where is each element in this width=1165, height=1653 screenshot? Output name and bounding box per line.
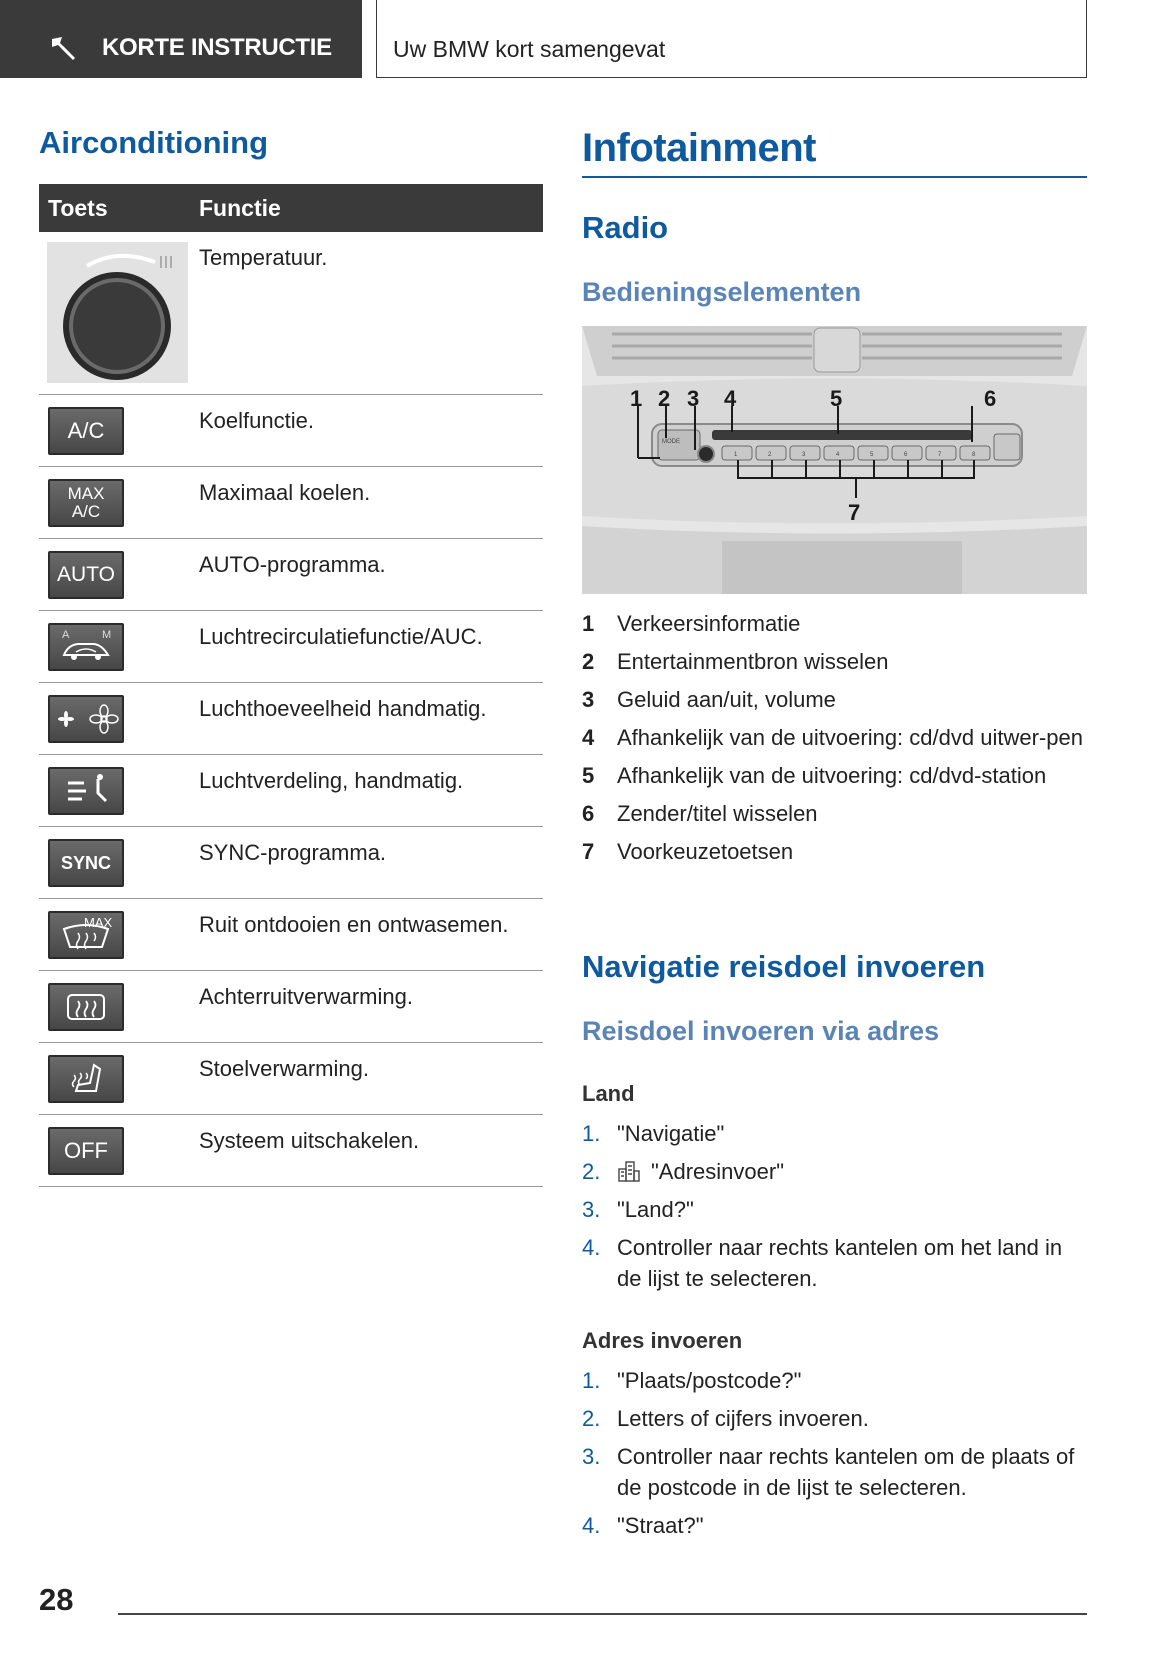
list-item: 1. "Plaats/postcode?"	[582, 1368, 802, 1393]
table-row	[39, 755, 543, 827]
function-text: Luchtverdeling, handmatig.	[199, 768, 464, 793]
list-item: 4. Controller naar rechts kantelen om het land in de lijst te selecteren.	[582, 1235, 1063, 1291]
list-item: 5 Afhankelijk van de uitvoering: cd/dvd-station	[582, 763, 1047, 788]
svg-text:3: 3	[802, 452, 806, 458]
function-text: Temperatuur.	[199, 245, 328, 270]
list-item: 7 Voorkeuzetoetsen	[582, 839, 794, 864]
heading-divider	[582, 176, 1087, 178]
chapter-header	[376, 0, 1087, 78]
windshield-defrost-icon	[50, 913, 122, 957]
table-row	[39, 539, 543, 611]
list-item: 3. Controller naar rechts kantelen om de plaats of de postcode in de lijst te selecteren.	[582, 1444, 1075, 1500]
sync-button[interactable]: SYNC	[48, 839, 124, 887]
svg-text:7: 7	[938, 452, 942, 458]
function-text: Koelfunctie.	[199, 408, 314, 433]
address-building-icon	[617, 1159, 641, 1183]
table-row	[39, 395, 543, 467]
table-row	[39, 467, 543, 539]
svg-text:6: 6	[984, 386, 997, 411]
function-text: Luchtrecirculatiefunctie/AUC.	[199, 624, 483, 649]
country-heading: Land	[582, 1081, 635, 1106]
table-row	[39, 1115, 543, 1187]
aircon-heading: Airconditioning	[39, 125, 269, 160]
function-text: SYNC-programma.	[199, 840, 387, 865]
svg-text:6: 6	[904, 452, 908, 458]
auto-button[interactable]: AUTO	[48, 551, 124, 599]
svg-text:7: 7	[848, 500, 861, 525]
svg-text:3: 3	[687, 386, 700, 411]
navigation-heading: Navigatie reisdoel invoeren	[582, 949, 986, 984]
aircon-table	[39, 184, 543, 1187]
address-entry-heading: Adres invoeren	[582, 1328, 743, 1353]
table-row	[39, 971, 543, 1043]
svg-text:5: 5	[870, 452, 874, 458]
table-row	[39, 1043, 543, 1115]
list-item: 2. Letters of cijfers invoeren.	[582, 1406, 869, 1431]
svg-text:M: M	[102, 629, 112, 641]
table-row	[39, 827, 543, 899]
rear-window-heating-button[interactable]	[48, 983, 124, 1031]
radio-controls-photo	[582, 326, 1087, 594]
table-header	[39, 184, 543, 232]
off-button[interactable]: OFF	[48, 1127, 124, 1175]
chapter-title: Uw BMW kort samengevat	[393, 36, 666, 62]
svg-text:4: 4	[836, 452, 840, 458]
list-item: 4 Afhankelijk van de uitvoering: cd/dvd uitwer‐pen	[582, 725, 1083, 750]
list-item: 2. "Adresinvoer"	[582, 1159, 785, 1184]
max-defrost-button[interactable]	[48, 911, 124, 959]
max-ac-button[interactable]: MAX A/C	[48, 479, 124, 527]
footer-divider	[118, 1613, 1087, 1615]
svg-text:MAX: MAX	[84, 915, 113, 930]
function-text: Maximaal koelen.	[199, 480, 371, 505]
seat-heating-button[interactable]	[48, 1055, 124, 1103]
fan-speed-button[interactable]	[48, 695, 124, 743]
list-item: 3 Geluid aan/uit, volume	[582, 687, 836, 712]
table-row	[39, 683, 543, 755]
function-text: Systeem uitschakelen.	[199, 1128, 420, 1153]
list-item: 2 Entertainmentbron wisselen	[582, 649, 889, 674]
list-item: 1. "Navigatie"	[582, 1121, 725, 1146]
function-text: Achterruitverwarming.	[199, 984, 413, 1009]
svg-text:4: 4	[724, 386, 737, 411]
list-item: 1 Verkeersinformatie	[582, 611, 801, 636]
table-row	[39, 611, 543, 683]
svg-text:1: 1	[734, 452, 738, 458]
function-text: Ruit ontdooien en ontwasemen.	[199, 912, 509, 937]
svg-text:1: 1	[630, 386, 643, 411]
air-distribution-icon	[56, 771, 116, 811]
address-destination-heading: Reisdoel invoeren via adres	[582, 1016, 940, 1046]
quick-guide-icon	[48, 33, 78, 63]
country-steps	[582, 1118, 1087, 1301]
infotainment-heading: Infotainment	[582, 126, 816, 170]
recirculation-button[interactable]	[48, 623, 124, 671]
controls-heading: Bedieningselementen	[582, 277, 862, 307]
svg-text:MODE: MODE	[662, 439, 680, 445]
fan-speed-icon	[50, 697, 122, 741]
rear-window-heating-icon	[56, 987, 116, 1027]
svg-text:8: 8	[972, 452, 976, 458]
col-function-label: Functie	[199, 195, 281, 221]
ac-button[interactable]: A/C	[48, 407, 124, 455]
list-item: 4. "Straat?"	[582, 1513, 704, 1538]
radio-heading: Radio	[582, 210, 669, 245]
svg-text:2: 2	[658, 386, 671, 411]
seat-heating-icon	[56, 1059, 116, 1099]
table-row	[39, 899, 543, 971]
svg-text:5: 5	[830, 386, 843, 411]
svg-text:A: A	[62, 629, 70, 641]
section-header	[0, 0, 362, 78]
section-title: KORTE INSTRUCTIE	[102, 34, 332, 61]
function-text: Stoelverwarming.	[199, 1056, 369, 1081]
controls-legend	[582, 608, 1087, 874]
page-number: 28	[39, 1582, 74, 1617]
col-key-label: Toets	[48, 195, 108, 221]
address-steps	[582, 1365, 1087, 1548]
svg-text:2: 2	[768, 452, 772, 458]
recirculation-car-icon	[50, 625, 122, 669]
air-distribution-button[interactable]	[48, 767, 124, 815]
function-text: AUTO-programma.	[199, 552, 386, 577]
function-text: Luchthoeveelheid handmatig.	[199, 696, 487, 721]
list-item: 3. "Land?"	[582, 1197, 694, 1222]
list-item: 6 Zender/titel wisselen	[582, 801, 818, 826]
table-row	[39, 232, 543, 395]
temperature-knob-icon	[47, 242, 188, 383]
